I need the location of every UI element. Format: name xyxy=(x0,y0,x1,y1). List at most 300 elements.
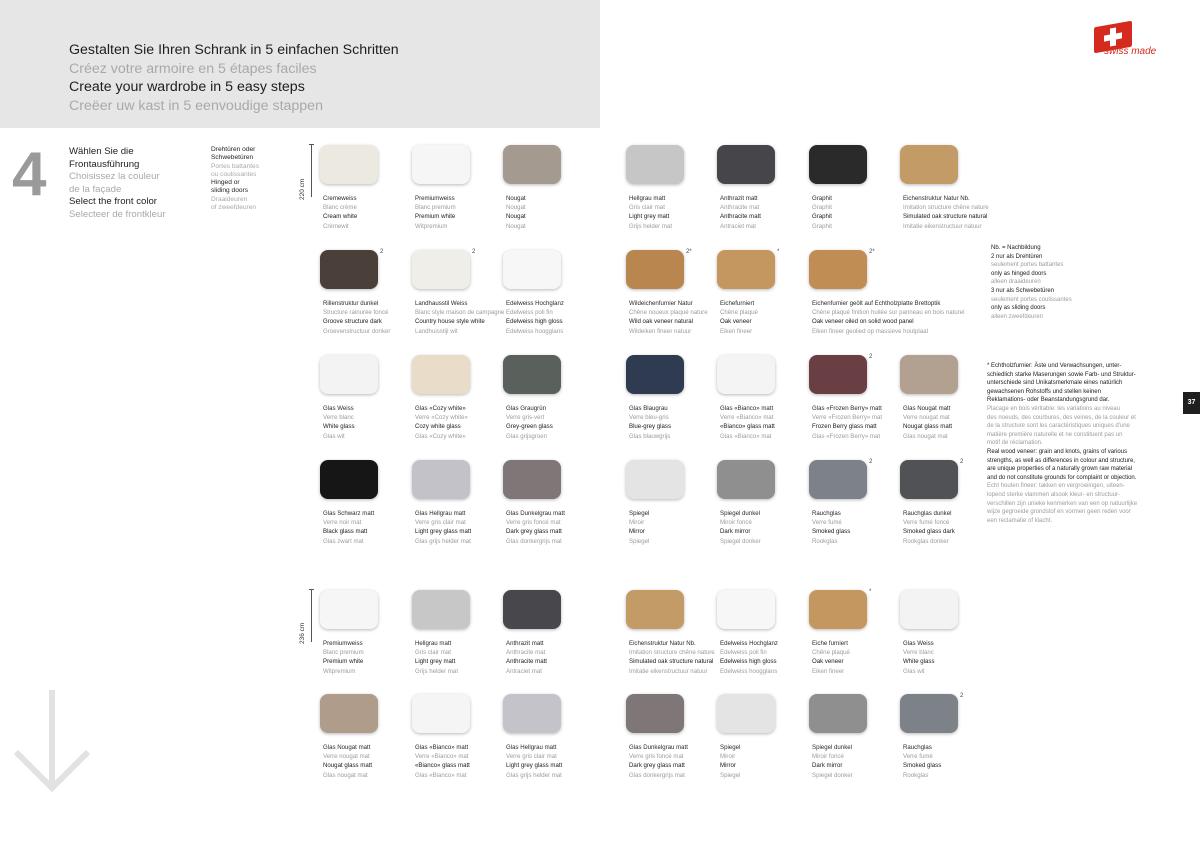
swatch-bianco-glass-matt[interactable] xyxy=(717,355,775,394)
swatch-label xyxy=(720,194,812,231)
swatch-name-nl: Glas wit xyxy=(903,667,925,675)
swatch-name-en: Graphit xyxy=(812,213,832,221)
swatch-name-fr: Nougat xyxy=(506,204,526,212)
swatch-name-fr: Miroir xyxy=(720,753,736,761)
swatch-name-fr: Verre gris clair mat xyxy=(506,753,557,761)
swatch-label xyxy=(903,509,995,546)
swatch-name-nl: Graphit xyxy=(812,222,832,230)
swatch-name-de: Spiegel dunkel xyxy=(720,510,760,517)
swatch-name-de: Glas «Bianco» matt xyxy=(720,405,774,412)
swatch-name-nl: Glas «Cozy white» xyxy=(415,432,466,440)
swatch-name-de: Eiche furniert xyxy=(812,640,848,647)
swatch-name-de: Glas «Bianco» matt xyxy=(415,744,469,751)
door-type-line: Schwebetüren xyxy=(211,154,254,162)
note-line: strengths, as well as differences in colour and structure, xyxy=(987,457,1135,464)
step-number: 4 xyxy=(12,140,47,209)
legend-line: only as sliding doors xyxy=(991,305,1046,312)
swatch-name-fr: Chêne noueux plaqué nature xyxy=(629,309,708,317)
swatch-name-de: Eichenstruktur Natur Nb. xyxy=(903,195,970,202)
swatch-grey-green-glass[interactable] xyxy=(503,355,561,394)
swatch-name-de: Eichenstruktur Natur Nb. xyxy=(629,640,696,647)
note-line: Placage en bois véritable: les variations au niveau xyxy=(987,405,1121,412)
swatch-label xyxy=(720,639,812,676)
swatch-name-fr: Verre gris foncé mat xyxy=(629,753,684,761)
swatch-name-en: Anthracite matt xyxy=(506,658,547,666)
swatch-name-en: Edelweiss high gloss xyxy=(506,318,563,326)
swatch-name-de: Edelweiss Hochglanz xyxy=(720,640,778,647)
swatch-name-en: Grey-green glass xyxy=(506,423,553,431)
swatch-name-nl: Glas wit xyxy=(323,432,345,440)
swatch-smoked-glass[interactable] xyxy=(900,694,958,733)
swatch-light-grey-matt[interactable] xyxy=(626,145,684,184)
swatch-black-glass-matt[interactable] xyxy=(320,460,378,499)
swatch-name-nl: Edelweiss hoogglans xyxy=(720,667,778,675)
swatch-name-de: Glas Schwarz matt xyxy=(323,510,375,517)
swatch-dark-grey-glass-matt[interactable] xyxy=(626,694,684,733)
swatch-name-de: Hellgrau matt xyxy=(629,195,666,202)
swatch-name-fr: Verre «Frozen Berry» mat xyxy=(812,414,883,422)
swatch-footnote-marker: 2 xyxy=(869,354,873,360)
swatch-footnote-marker: 2* xyxy=(686,249,692,255)
swatch-name-de: Glas Nougat matt xyxy=(903,405,951,412)
swatch-label xyxy=(720,299,812,336)
swatch-name-nl: Glas donkergrijs mat xyxy=(506,537,562,545)
swatch-name-de: Glas «Cozy white» xyxy=(415,405,466,412)
swatch-simulated-oak-structure-natural[interactable] xyxy=(900,145,958,184)
swatch-name-fr: Anthracite mat xyxy=(720,204,760,212)
door-type-line: Portes battantes xyxy=(211,162,260,170)
note-line: een reclamatie of klacht. xyxy=(987,517,1053,524)
swatch-premium-white[interactable] xyxy=(412,145,470,184)
swatch-label xyxy=(506,299,598,336)
swatch-name-en: Premium white xyxy=(415,213,456,221)
swatch-name-en: Wild oak veneer natural xyxy=(629,318,694,326)
swatch-label xyxy=(629,743,721,780)
note-line: Real wood veneer: grain and knots, grains of various xyxy=(987,448,1128,455)
legend-line: alleen zweefdeuren xyxy=(991,313,1044,320)
swiss-made-badge xyxy=(1092,24,1164,60)
swatch-label xyxy=(720,509,812,546)
note-line: are unique properties of a naturally grown raw material xyxy=(987,466,1133,473)
swatch-name-nl: Rookglas xyxy=(903,771,929,779)
swatch-name-fr: Verre blanc xyxy=(903,649,934,657)
note-line: lopend sterke vlammen alsook kleur- en structuur- xyxy=(987,491,1121,498)
swatch-name-nl: Eiken fineer xyxy=(812,667,845,675)
swatch-label xyxy=(415,639,507,676)
swatch-name-de: Glas Graugrün xyxy=(506,405,546,412)
swatch-name-fr: Graphit xyxy=(812,204,832,212)
swatch-oak-veneer[interactable] xyxy=(717,250,775,289)
swatch-name-de: Spiegel xyxy=(720,744,741,751)
swatch-name-en: Smoked glass dark xyxy=(903,528,955,536)
note-line: schiedlich starke Maserungen sowie Farb- und Struktur- xyxy=(987,371,1136,378)
note-line: Reklamations- oder Beanstandungsgrund dar. xyxy=(987,397,1110,404)
swatch-name-en: Blue-grey glass xyxy=(629,423,671,431)
legend xyxy=(991,244,1101,321)
swatch-graphit[interactable] xyxy=(809,145,867,184)
swatch-label xyxy=(323,299,415,336)
swatch-name-nl: Witpremium xyxy=(323,667,356,675)
swatch-name-fr: Edelweiss poli fin xyxy=(506,309,553,317)
swatch-name-nl: Glas grijs helder mat xyxy=(415,537,471,545)
swatch-name-nl: Glas grijs helder mat xyxy=(506,771,562,779)
swatch-edelweiss-high-gloss[interactable] xyxy=(717,590,775,629)
swatch-footnote-marker: * xyxy=(869,589,872,595)
swatch-label xyxy=(323,743,415,780)
swatch-mirror[interactable] xyxy=(717,694,775,733)
swatch-name-fr: Verre fumé xyxy=(903,753,933,761)
step-line: Wählen Sie die xyxy=(69,146,134,157)
title-line-nl: Creëer uw kast in 5 eenvoudige stappen xyxy=(69,97,323,114)
swatch-name-nl: Grijs helder mat xyxy=(415,667,459,675)
swatch-label xyxy=(812,194,904,231)
swatch-name-fr: Verre «Bianco» mat xyxy=(720,414,774,422)
swatch-name-nl: Antraciet mat xyxy=(506,667,542,675)
swatch-name-de: Cremeweiss xyxy=(323,195,357,202)
swatch-name-en: Cream white xyxy=(323,213,358,221)
swatch-name-en: Smoked glass xyxy=(812,528,851,536)
swatch-name-de: Glas Weiss xyxy=(903,640,934,647)
swatch-label xyxy=(506,743,598,780)
swatch-cream-white[interactable] xyxy=(320,145,378,184)
height-marker-line-220 xyxy=(311,145,312,197)
swatch-name-en: Mirror xyxy=(720,762,736,770)
swatch-name-en: «Bianco» glass matt xyxy=(415,762,470,770)
height-label-220: 220 cm xyxy=(299,178,306,200)
swatch-name-de: Premiumweiss xyxy=(323,640,363,647)
swatch-light-grey-glass-matt[interactable] xyxy=(503,694,561,733)
swatch-footnote-marker: 2 xyxy=(380,249,384,255)
swatch-name-de: Rauchglas xyxy=(812,510,841,517)
swatch-name-fr: Verre gris-vert xyxy=(506,414,545,422)
swatch-groove-structure-dark[interactable] xyxy=(320,250,378,289)
swatch-name-de: Glas Dunkelgrau matt xyxy=(506,510,565,517)
swatch-name-en: Edelweiss high gloss xyxy=(720,658,777,666)
swatch-label xyxy=(812,509,904,546)
height-label-236: 236 cm xyxy=(299,622,306,644)
swatch-white-glass[interactable] xyxy=(320,355,378,394)
swatch-oak-veneer-oiled-on-solid-wood-panel[interactable] xyxy=(809,250,867,289)
swatch-name-de: Glas Hellgrau matt xyxy=(506,744,557,751)
swatch-label xyxy=(720,404,812,441)
swatch-name-nl: Spiegel xyxy=(720,771,741,779)
swatch-name-nl: Glas zwart mat xyxy=(323,537,364,545)
swatch-premium-white[interactable] xyxy=(320,590,378,629)
swatch-name-nl: Grijs helder mat xyxy=(629,222,673,230)
swatch-nougat-glass-matt[interactable] xyxy=(900,355,958,394)
note-line: unterschiede sind Unikatsmerkmale eines natürlich xyxy=(987,380,1123,387)
swatch-name-fr: Anthracite mat xyxy=(506,649,546,657)
title-line-fr: Créez votre armoire en 5 étapes faciles xyxy=(69,60,317,77)
swatch-frozen-berry-glass-matt[interactable] xyxy=(809,355,867,394)
swatch-bianco-glass-matt[interactable] xyxy=(412,694,470,733)
swatch-label xyxy=(323,509,415,546)
swatch-name-nl: Antraciet mat xyxy=(720,222,756,230)
swatch-name-de: Eichenfurnier geölt auf Echtholzplatte Brettoptik xyxy=(812,300,941,307)
swatch-name-en: Light grey glass matt xyxy=(415,528,472,536)
swatch-label xyxy=(629,509,721,546)
swatch-name-nl: Glas blauwgrijs xyxy=(629,432,671,440)
swatch-name-nl: Glas grijsgroen xyxy=(506,432,547,440)
swatch-name-nl: Glas nougat mat xyxy=(903,432,948,440)
swatch-name-nl: Crèmewit xyxy=(323,222,349,230)
swatch-name-fr: Verre blanc xyxy=(323,414,354,422)
swatch-name-de: Anthrazit matt xyxy=(720,195,758,202)
swatch-name-fr: Miroir foncé xyxy=(720,519,752,527)
door-type-line: of zweefdeuren xyxy=(211,204,257,212)
swatch-name-en: White glass xyxy=(903,658,935,666)
swatch-label xyxy=(323,404,415,441)
swatch-white-glass[interactable] xyxy=(900,590,958,629)
swatch-name-nl: Witpremium xyxy=(415,222,448,230)
legend-line: seulement portes battantes xyxy=(991,262,1064,269)
swatch-name-de: Glas Nougat matt xyxy=(323,744,371,751)
swatch-name-de: Landhausstil Weiss xyxy=(415,300,468,307)
swatch-name-fr: Verre fumé xyxy=(812,519,842,527)
swatch-light-grey-glass-matt[interactable] xyxy=(412,460,470,499)
swatch-name-nl: Glas «Bianco» mat xyxy=(720,432,772,440)
swatch-dark-grey-glass-matt[interactable] xyxy=(503,460,561,499)
swatch-name-fr: Gris clair mat xyxy=(415,649,451,657)
swatch-name-de: Wildeichenfurnier Natur xyxy=(629,300,693,307)
swatch-label xyxy=(323,639,415,676)
swatch-name-nl: Imitatie eikenstructuur natuur xyxy=(629,667,708,675)
swatch-name-de: Spiegel xyxy=(629,510,650,517)
swatch-label xyxy=(903,194,995,231)
swatch-name-en: Simulated oak structure natural xyxy=(629,658,714,666)
door-type-line: Draaideuren xyxy=(211,195,248,203)
swatch-name-en: Nougat glass matt xyxy=(903,423,953,431)
swatch-name-en: Oak veneer xyxy=(720,318,752,326)
note-line: wijze gegroeide grondstof en vormen geen reden voor xyxy=(987,509,1131,516)
swatch-name-de: Glas «Frozen Berry» matt xyxy=(812,405,882,412)
swatch-label xyxy=(812,404,904,441)
swatch-nougat[interactable] xyxy=(503,145,561,184)
swatch-wild-oak-veneer-natural[interactable] xyxy=(626,250,684,289)
swatch-name-de: Rillenstruktur dunkel xyxy=(323,300,379,307)
swatch-anthracite-matt[interactable] xyxy=(717,145,775,184)
swatch-name-de: Nougat xyxy=(506,195,526,202)
swatch-name-nl: Spiegel xyxy=(629,537,650,545)
swatch-name-de: Spiegel dunkel xyxy=(812,744,852,751)
swatch-name-de: Rauchglas xyxy=(903,744,932,751)
swatch-label xyxy=(415,743,507,780)
swatch-name-en: Black glass matt xyxy=(323,528,368,536)
door-type-line: ou coulissantes xyxy=(211,170,257,178)
swatch-name-en: White glass xyxy=(323,423,355,431)
page-number: 37 xyxy=(1183,392,1200,414)
swatch-name-fr: Blanc premium xyxy=(323,649,364,657)
swatch-name-en: Frozen Berry glass matt xyxy=(812,423,877,431)
swatch-name-nl: Glas nougat mat xyxy=(323,771,368,779)
swatch-name-de: Edelweiss Hochglanz xyxy=(506,300,564,307)
swatch-name-fr: Verre bleu-gris xyxy=(629,414,669,422)
door-type-line: Drehtüren oder xyxy=(211,146,256,153)
swatch-simulated-oak-structure-natural[interactable] xyxy=(626,590,684,629)
swatch-name-fr: Edelweiss poli fin xyxy=(720,649,767,657)
swatch-footnote-marker: 2 xyxy=(869,459,873,465)
swatch-name-en: Light grey matt xyxy=(629,213,670,221)
swatch-name-en: Mirror xyxy=(629,528,645,536)
swatch-name-de: Hellgrau matt xyxy=(415,640,452,647)
step-line: Selecteer de frontkleur xyxy=(69,208,166,220)
swatch-name-fr: Blanc style maison de campagne xyxy=(415,309,505,317)
door-type-line: sliding doors xyxy=(211,187,249,195)
swatch-name-nl: Glas «Bianco» mat xyxy=(415,771,467,779)
swatch-name-en: Anthracite matt xyxy=(720,213,761,221)
swatch-name-nl: Eiken fineer geolied op massieve houtplaat xyxy=(812,327,929,335)
swatch-name-fr: Verre noir mat xyxy=(323,519,362,527)
step-line: Frontausführung xyxy=(69,158,140,170)
swatch-name-en: Groove structure dark xyxy=(323,318,382,326)
swatch-name-nl: Eiken fineer xyxy=(720,327,753,335)
swatch-label xyxy=(415,299,507,336)
swatch-label xyxy=(812,299,965,336)
swatch-name-fr: Miroir foncé xyxy=(812,753,844,761)
note-line: des noeuds, des courbures, des veines, de la couleur et xyxy=(987,414,1136,421)
swatch-name-de: Rauchglas dunkel xyxy=(903,510,952,517)
legend-line: Nb. = Nachbildung xyxy=(991,245,1041,251)
swatch-name-nl: Rookglas donker xyxy=(903,537,949,545)
swatch-name-fr: Verre «Cozy white» xyxy=(415,414,468,422)
note-line: and do not constitute grounds for complaint or objection. xyxy=(987,474,1137,481)
note-line: Echt houten fineer: takken en vergroeiingen, uiteen- xyxy=(987,483,1125,490)
swatch-name-en: Premium white xyxy=(323,658,364,666)
swatch-name-nl: Wildeiken fineer natuur xyxy=(629,327,692,335)
door-type-line: Hinged or xyxy=(211,179,240,187)
swatch-name-fr: Verre gris clair mat xyxy=(415,519,466,527)
swatch-name-fr: Miroir xyxy=(629,519,645,527)
note-line: verschillen zijn unieke kenmerken van een op natuurlijke xyxy=(987,500,1138,507)
swatch-smoked-glass-dark[interactable] xyxy=(900,460,958,499)
swatch-label xyxy=(629,639,721,676)
swatch-blue-grey-glass[interactable] xyxy=(626,355,684,394)
legend-line: 3 nur als Schwebetüren xyxy=(991,287,1055,294)
swatch-cozy-white-glass[interactable] xyxy=(412,355,470,394)
title-line-de: Gestalten Sie Ihren Schrank in 5 einfachen Schritten xyxy=(69,42,399,58)
swatch-name-nl: Edelweiss hoogglans xyxy=(506,327,564,335)
swatch-name-de: Glas Dunkelgrau matt xyxy=(629,744,688,751)
swatch-name-fr: Chêne plaqué xyxy=(812,649,850,657)
swatch-footnote-marker: * xyxy=(777,249,780,255)
page-title xyxy=(69,41,399,115)
swatch-name-en: Cozy white glass xyxy=(415,423,461,431)
swatch-name-en: Light grey glass matt xyxy=(506,762,563,770)
swatch-name-en: «Bianco» glass matt xyxy=(720,423,775,431)
swatch-label xyxy=(506,404,598,441)
swatch-name-fr: Verre «Bianco» mat xyxy=(415,753,469,761)
swatch-name-en: Dark grey glass matt xyxy=(629,762,685,770)
swatch-footnote-marker: 2 xyxy=(960,459,964,465)
note-line: matière première naturelle et ne constituent pas un xyxy=(987,431,1123,438)
swatch-name-nl: Rookglas xyxy=(812,537,838,545)
swatch-country-house-style-white[interactable] xyxy=(412,250,470,289)
swatch-name-en: Simulated oak structure natural xyxy=(903,213,988,221)
swatch-name-nl: Glas «Frozen Berry» mat xyxy=(812,432,881,440)
swatch-mirror[interactable] xyxy=(626,460,684,499)
swatch-label xyxy=(506,509,598,546)
swatch-name-fr: Blanc premium xyxy=(415,204,456,212)
swatch-name-nl: Spiegel donker xyxy=(812,771,853,779)
step-heading xyxy=(69,146,194,222)
swatch-label xyxy=(720,743,812,780)
swatch-smoked-glass[interactable] xyxy=(809,460,867,499)
swatch-label xyxy=(506,194,598,231)
swatch-name-en: Nougat glass matt xyxy=(323,762,373,770)
swatch-name-fr: Gris clair mat xyxy=(629,204,665,212)
swatch-name-en: Dark grey glass matt xyxy=(506,528,562,536)
swatch-name-nl: Nougat xyxy=(506,222,526,230)
swatch-name-fr: Verre nougat mat xyxy=(903,414,950,422)
swatch-name-de: Premiumweiss xyxy=(415,195,455,202)
swatch-name-nl: Imitatie eikenstructuur natuur xyxy=(903,222,982,230)
swatch-footnote-marker: 2 xyxy=(472,249,476,255)
swatch-nougat-glass-matt[interactable] xyxy=(320,694,378,733)
swatch-name-fr: Chêne plaqué xyxy=(720,309,758,317)
swatch-name-en: Light grey matt xyxy=(415,658,456,666)
swatch-label xyxy=(506,639,598,676)
swatch-name-en: Nougat xyxy=(506,213,526,221)
swatch-name-en: Oak veneer xyxy=(812,658,844,666)
swatch-name-fr: Chêne plaqué finition huilée sur panneau en bois naturel xyxy=(812,309,965,317)
swatch-footnote-marker: 2* xyxy=(869,249,875,255)
legend-line: seulement portes coulissantes xyxy=(991,296,1072,303)
swatch-name-nl: Spiegel donker xyxy=(720,537,761,545)
swatch-name-fr: Blanc crème xyxy=(323,204,357,212)
swatch-label xyxy=(629,404,721,441)
swiss-made-label: swiss made xyxy=(1104,46,1157,57)
swatch-dark-mirror[interactable] xyxy=(717,460,775,499)
swatch-name-de: Graphit xyxy=(812,195,832,202)
swatch-name-de: Eichefurniert xyxy=(720,300,755,307)
note-line: gewachsenen Rohstoffs und stellen keinen xyxy=(987,388,1101,395)
swatch-name-en: Dark mirror xyxy=(720,528,751,536)
swatch-name-de: Anthrazit matt xyxy=(506,640,544,647)
legend-line: alleen draaideuren xyxy=(991,279,1041,286)
note-line: * Echtholzfurnier: Äste und Verwachsungen, unter- xyxy=(987,363,1122,369)
swatch-dark-mirror[interactable] xyxy=(809,694,867,733)
down-arrow-icon xyxy=(10,688,94,792)
swatch-oak-veneer[interactable] xyxy=(809,590,867,629)
swatch-anthracite-matt[interactable] xyxy=(503,590,561,629)
swatch-name-fr: Imitation structure chêne nature xyxy=(903,204,989,212)
swatch-name-fr: Verre gris foncé mat xyxy=(506,519,561,527)
legend-line: 2 nur als Drehtüren xyxy=(991,253,1043,260)
veneer-note xyxy=(987,362,1137,525)
step-line: Select the front color xyxy=(69,196,157,208)
swatch-label xyxy=(323,194,415,231)
swatch-label xyxy=(812,639,904,676)
swatch-name-fr: Imitation structure chêne nature xyxy=(629,649,715,657)
swatch-name-en: Dark mirror xyxy=(812,762,843,770)
swatch-label xyxy=(903,743,995,780)
swatch-label xyxy=(903,639,995,676)
swatch-name-nl: Glas donkergrijs mat xyxy=(629,771,685,779)
legend-line: only as hinged doors xyxy=(991,270,1047,277)
height-marker-line-236 xyxy=(311,590,312,642)
swatch-edelweiss-high-gloss[interactable] xyxy=(503,250,561,289)
swatch-label xyxy=(415,404,507,441)
swatch-name-fr: Verre fumé foncé xyxy=(903,519,950,527)
step-line: de la façade xyxy=(69,183,122,195)
title-line-en: Create your wardrobe in 5 easy steps xyxy=(69,79,305,95)
swatch-name-de: Glas Hellgrau matt xyxy=(415,510,466,517)
swatch-name-fr: Verre nougat mat xyxy=(323,753,370,761)
swatch-light-grey-matt[interactable] xyxy=(412,590,470,629)
swatch-name-nl: Groevenstructuur donker xyxy=(323,327,391,335)
swatch-name-de: Glas Weiss xyxy=(323,405,354,412)
swatch-label xyxy=(903,404,995,441)
